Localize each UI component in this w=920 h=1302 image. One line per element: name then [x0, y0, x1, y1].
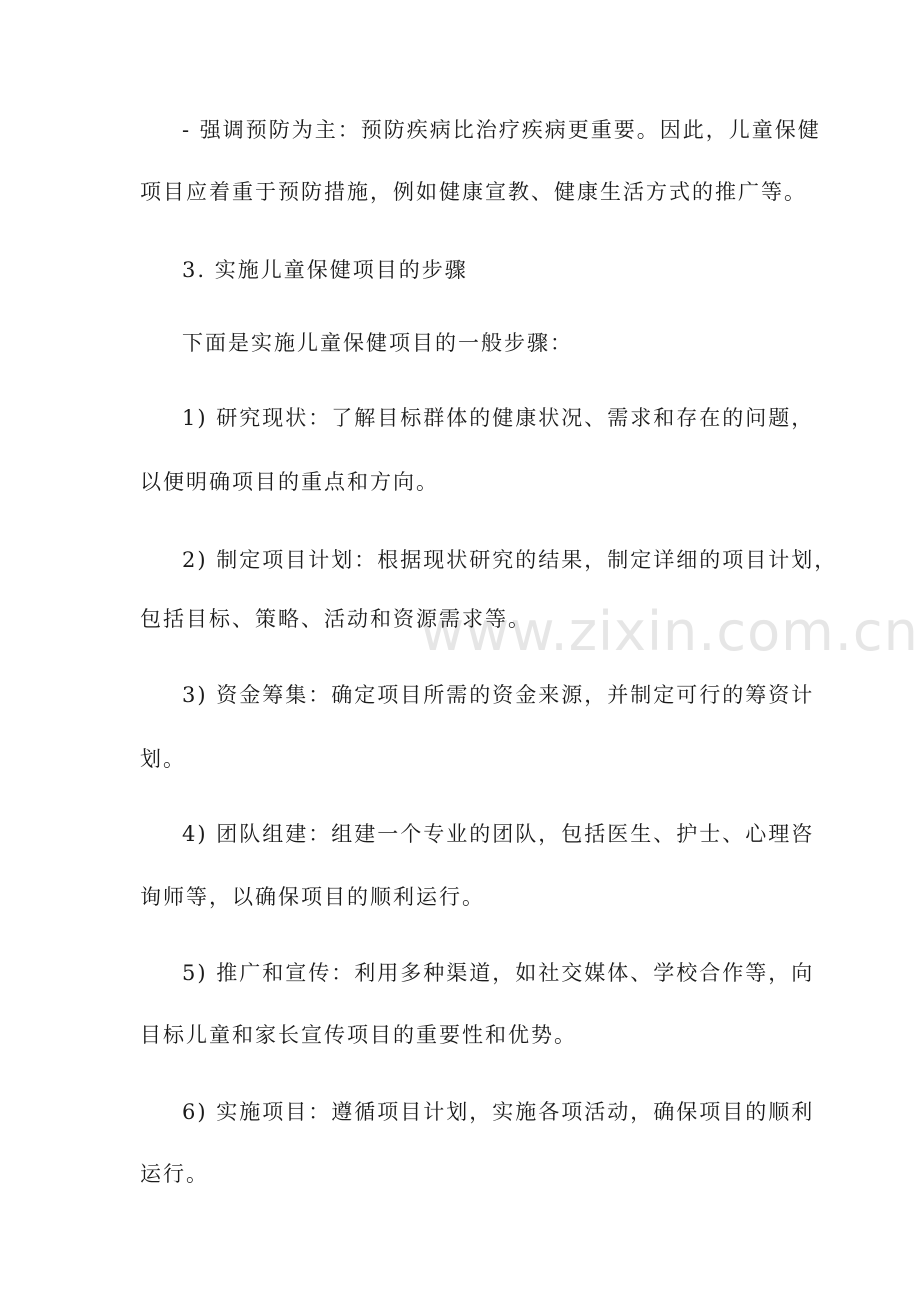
list-item-line: 2) 制定项目计划：根据现状研究的结果，制定详细的项目计划， [182, 548, 838, 572]
paragraph-line: 下面是实施儿童保健项目的一般步骤： [182, 331, 573, 355]
list-item-line: 包括目标、策略、活动和资源需求等。 [140, 607, 531, 631]
list-item-line: 3) 资金筹集：确定项目所需的资金来源，并制定可行的筹资计 [182, 683, 815, 707]
list-item-line: 以便明确项目的重点和方向。 [140, 470, 439, 494]
list-item-line: 6) 实施项目：遵循项目计划，实施各项活动，确保项目的顺利 [182, 1100, 815, 1124]
paragraph-line: - 强调预防为主：预防疾病比治疗疾病更重要。因此，儿童保健 [182, 118, 821, 142]
watermark: www.zixin.com.cn [420, 600, 919, 663]
list-item-line: 目标儿童和家长宣传项目的重要性和优势。 [140, 1023, 577, 1047]
list-item-line: 运行。 [140, 1162, 209, 1186]
list-item-line: 询师等，以确保项目的顺利运行。 [140, 885, 485, 909]
paragraph-line: 项目应着重于预防措施，例如健康宣教、健康生活方式的推广等。 [140, 180, 807, 204]
section-heading: 3. 实施儿童保健项目的步骤 [182, 258, 468, 282]
list-item-line: 划。 [140, 747, 186, 771]
list-item-line: 5) 推广和宣传：利用多种渠道，如社交媒体、学校合作等，向 [182, 961, 815, 985]
list-item-line: 4) 团队组建：组建一个专业的团队，包括医生、护士、心理咨 [182, 822, 815, 846]
list-item-line: 1) 研究现状：了解目标群体的健康状况、需求和存在的问题， [182, 406, 815, 430]
